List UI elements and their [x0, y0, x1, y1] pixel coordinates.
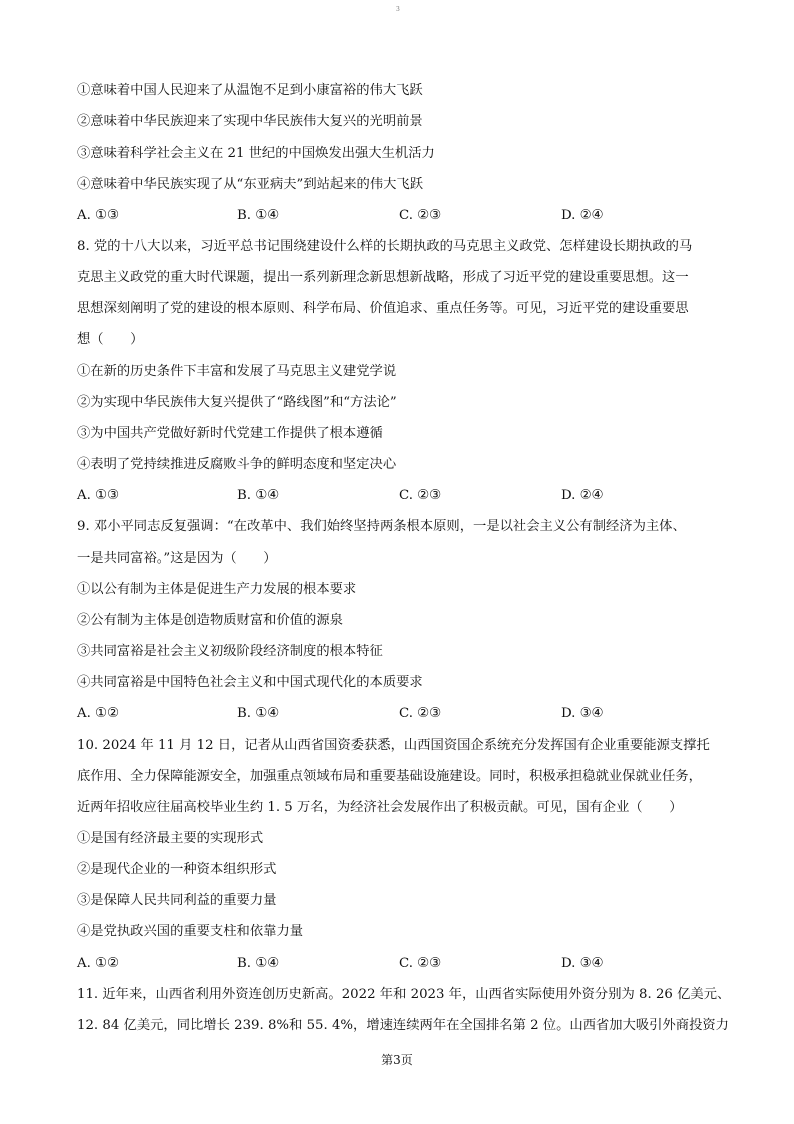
option-b: B. ①④ — [237, 706, 280, 721]
option-a: A. ①② — [77, 956, 119, 971]
statement: ④共同富裕是中国特色社会主义和中国式现代化的本质要求 — [77, 675, 423, 690]
question-10-text: 近两年招收应往届高校毕业生约 1. 5 万名，为经济社会发展作出了积极贡献。可见，国有企业（ ） — [77, 800, 683, 815]
question-8-text: 想（ ） — [77, 332, 144, 347]
question-10-text: 底作用、全力保障能源安全，加强重点领域布局和重要基础设施建设。同时，积极承担稳就业保就业任务， — [77, 769, 702, 784]
option-c: C. ②③ — [399, 706, 441, 721]
question-9-text: 一是共同富裕。”这是因为（ ） — [77, 551, 277, 566]
option-c: C. ②③ — [399, 208, 441, 223]
option-c: C. ②③ — [399, 956, 441, 971]
question-11-text: 12. 84 亿美元，同比增长 239. 8%和 55. 4%，增速连续两年在全国排名第 2 位。山西省加大吸引外商投资力 — [77, 1018, 729, 1033]
option-d: D. ②④ — [561, 208, 604, 223]
statement: ①在新的历史条件下丰富和发展了马克思主义建党学说 — [77, 364, 397, 379]
option-a: A. ①③ — [77, 488, 119, 503]
statement: ③是保障人民共同利益的重要力量 — [77, 893, 277, 908]
statement: ①意味着中国人民迎来了从温饱不足到小康富裕的伟大飞跃 — [77, 83, 423, 98]
statement: ①以公有制为主体是促进生产力发展的根本要求 — [77, 582, 357, 597]
page-number: 第3页 — [381, 1053, 413, 1067]
question-8-text: 克思主义政党的重大时代课题，提出一系列新理念新思想新战略，形成了习近平党的建设重要思想。这一 — [77, 270, 689, 285]
statement: ①是国有经济最主要的实现形式 — [77, 831, 264, 846]
option-b: B. ①④ — [237, 208, 280, 223]
option-b: B. ①④ — [237, 956, 280, 971]
question-8-text: 8. 党的十八大以来，习近平总书记围绕建设什么样的长期执政的马克思主义政党、怎样建设长期执政的马 — [77, 239, 693, 254]
question-9-text: 9. 邓小平同志反复强调：“在改革中、我们始终坚持两条根本原则，一是以社会主义公有制经济为主体、 — [77, 519, 686, 534]
option-b: B. ①④ — [237, 488, 280, 503]
statement: ②公有制为主体是创造物质财富和价值的源泉 — [77, 613, 343, 628]
statement: ②意味着中华民族迎来了实现中华民族伟大复兴的光明前景 — [77, 114, 423, 129]
statement: ④表明了党持续推进反腐败斗争的鲜明态度和坚定决心 — [77, 457, 397, 472]
statement: ③共同富裕是社会主义初级阶段经济制度的根本特征 — [77, 644, 383, 659]
question-8-text: 思想深刻阐明了党的建设的根本原则、科学布局、价值追求、重点任务等。可见，习近平党的建设重要思 — [77, 301, 689, 316]
question-11-text: 11. 近年来，山西省利用外资连创历史新高。2022 年和 2023 年，山西省实际使用外资分别为 8. 26 亿美元、 — [77, 987, 731, 1002]
statement: ③为中国共产党做好新时代党建工作提供了根本遵循 — [77, 426, 383, 441]
statement: ②为实现中华民族伟大复兴提供了“路线图”和“方法论” — [77, 395, 397, 410]
page-top-mark: 3 — [396, 6, 400, 13]
option-c: C. ②③ — [399, 488, 441, 503]
statement: ④是党执政兴国的重要支柱和依靠力量 — [77, 924, 304, 939]
option-d: D. ②④ — [561, 488, 604, 503]
option-d: D. ③④ — [561, 706, 604, 721]
option-d: D. ③④ — [561, 956, 604, 971]
statement: ④意味着中华民族实现了从“东亚病夫”到站起来的伟大飞跃 — [77, 177, 424, 192]
statement: ②是现代企业的一种资本组织形式 — [77, 862, 277, 877]
option-a: A. ①② — [77, 706, 119, 721]
question-10-text: 10. 2024 年 11 月 12 日，记者从山西省国资委获悉，山西国资国企系统充分发挥国有企业重要能源支撑托 — [77, 738, 710, 753]
statement: ③意味着科学社会主义在 21 世纪的中国焕发出强大生机活力 — [77, 146, 435, 161]
option-a: A. ①③ — [77, 208, 119, 223]
